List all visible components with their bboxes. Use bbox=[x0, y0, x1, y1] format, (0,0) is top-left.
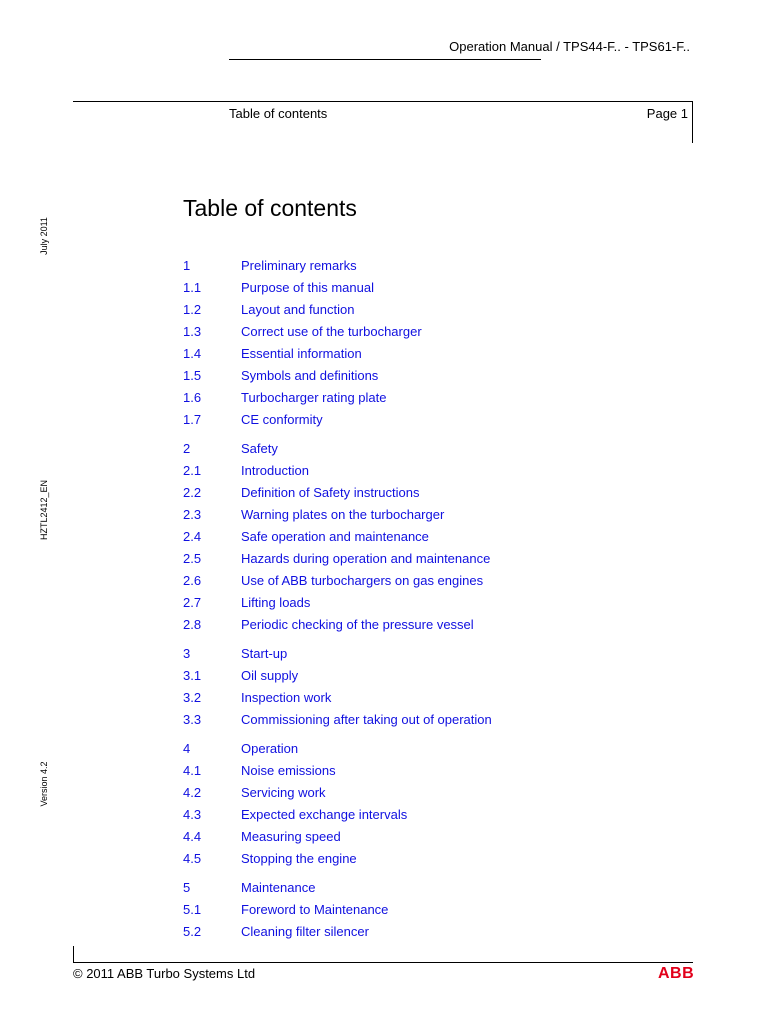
toc-section-link[interactable] bbox=[183, 803, 703, 825]
toc-section-link[interactable] bbox=[183, 547, 703, 569]
toc-section-link[interactable] bbox=[183, 781, 703, 803]
toc-section-link[interactable] bbox=[183, 825, 703, 847]
toc-entry-label: Essential information bbox=[241, 345, 362, 361]
side-date: July 2011 bbox=[39, 217, 49, 255]
toc-entry-number: 2.2 bbox=[183, 484, 202, 500]
toc-section-link[interactable] bbox=[183, 342, 703, 364]
toc-chapter-link[interactable] bbox=[183, 437, 703, 459]
toc-entry-label: Symbols and definitions bbox=[241, 367, 379, 383]
toc-section-link[interactable] bbox=[183, 591, 703, 613]
toc-entry-label: Cleaning filter silencer bbox=[241, 923, 369, 939]
toc-entry-number: 2.7 bbox=[183, 594, 202, 610]
toc-entry-label: Safe operation and maintenance bbox=[241, 528, 429, 544]
page-heading: Table of contents bbox=[183, 195, 357, 221]
toc-section-link[interactable] bbox=[183, 847, 703, 869]
toc-entry-label: Operation bbox=[241, 740, 299, 756]
toc-section-link[interactable] bbox=[183, 298, 703, 320]
page-number: Page 1 bbox=[646, 106, 688, 121]
toc-section-link[interactable] bbox=[183, 664, 703, 686]
toc-entry-label: CE conformity bbox=[241, 411, 323, 427]
toc-entry-label: Use of ABB turbochargers on gas engines bbox=[241, 572, 484, 588]
toc-entry-number: 5.2 bbox=[183, 923, 202, 939]
toc-entry-number: 4.4 bbox=[183, 828, 202, 844]
toc-section-link[interactable] bbox=[183, 503, 703, 525]
toc-entry-label: Servicing work bbox=[241, 784, 326, 800]
toc-entry-number: 5.1 bbox=[183, 901, 202, 917]
section-name: Table of contents bbox=[229, 106, 328, 121]
toc-section-link[interactable] bbox=[183, 613, 703, 635]
footer-vertical-rule bbox=[73, 946, 74, 963]
toc-entry-label: Purpose of this manual bbox=[241, 279, 374, 295]
toc-entry-number: 4 bbox=[183, 740, 191, 756]
toc-entry-label: Stopping the engine bbox=[241, 850, 357, 866]
toc-section-link[interactable] bbox=[183, 459, 703, 481]
toc-chapter-link[interactable] bbox=[183, 642, 703, 664]
toc-entry-label: Periodic checking of the pressure vessel bbox=[241, 616, 474, 632]
toc-chapter-link[interactable] bbox=[183, 876, 703, 898]
toc-section-link[interactable] bbox=[183, 386, 703, 408]
toc-entry-label: Noise emissions bbox=[241, 762, 336, 778]
toc-section-link[interactable] bbox=[183, 481, 703, 503]
toc-entry-number: 2 bbox=[183, 440, 191, 456]
toc-entry-label: Hazards during operation and maintenance bbox=[241, 550, 491, 566]
side-document-id: HZTL2412_EN bbox=[39, 479, 49, 541]
toc-entry-label: Start-up bbox=[241, 645, 288, 661]
toc-entry-number: 1.6 bbox=[183, 389, 202, 405]
toc-entry-label: Measuring speed bbox=[241, 828, 341, 844]
toc-entry-number: 2.3 bbox=[183, 506, 202, 522]
toc-section-link[interactable] bbox=[183, 320, 703, 342]
toc-section-link[interactable] bbox=[183, 276, 703, 298]
toc-entry-label: Oil supply bbox=[241, 667, 299, 683]
toc-entry-number: 1.4 bbox=[183, 345, 202, 361]
toc-section-link[interactable] bbox=[183, 569, 703, 591]
toc-entry-label: Safety bbox=[241, 440, 278, 456]
toc-entry-number: 2.6 bbox=[183, 572, 202, 588]
side-version: Version 4.2 bbox=[39, 761, 49, 807]
toc-entry-number: 5 bbox=[183, 879, 191, 895]
toc-section-link[interactable] bbox=[183, 686, 703, 708]
title-underline bbox=[229, 59, 541, 60]
toc-entry-label: Warning plates on the turbocharger bbox=[241, 506, 445, 522]
toc-entry-number: 3 bbox=[183, 645, 191, 661]
header-vertical-rule bbox=[692, 101, 693, 143]
footer-rule bbox=[73, 962, 693, 963]
toc-entry-number: 4.1 bbox=[183, 762, 202, 778]
toc-entry-number: 4.5 bbox=[183, 850, 202, 866]
toc-section-link[interactable] bbox=[183, 708, 703, 730]
toc-entry-number: 2.5 bbox=[183, 550, 202, 566]
toc-section-link[interactable] bbox=[183, 364, 703, 386]
toc-entry-label: Lifting loads bbox=[241, 594, 311, 610]
table-of-contents bbox=[183, 254, 703, 942]
toc-section-link[interactable] bbox=[183, 898, 703, 920]
toc-entry-label: Foreword to Maintenance bbox=[241, 901, 389, 917]
toc-entry-label: Commissioning after taking out of operation bbox=[241, 711, 492, 727]
toc-section-link[interactable] bbox=[183, 408, 703, 430]
toc-chapter-link[interactable] bbox=[183, 254, 703, 276]
toc-entry-label: Expected exchange intervals bbox=[241, 806, 408, 822]
toc-section-link[interactable] bbox=[183, 920, 703, 942]
toc-entry-number: 4.2 bbox=[183, 784, 202, 800]
toc-entry-number: 2.4 bbox=[183, 528, 202, 544]
toc-entry-label: Definition of Safety instructions bbox=[241, 484, 420, 500]
toc-entry-number: 1.2 bbox=[183, 301, 202, 317]
copyright-text: © 2011 ABB Turbo Systems Ltd bbox=[73, 966, 256, 981]
toc-entry-number: 1.7 bbox=[183, 411, 202, 427]
toc-entry-label: Correct use of the turbocharger bbox=[241, 323, 422, 339]
toc-section-link[interactable] bbox=[183, 525, 703, 547]
toc-entry-number: 4.3 bbox=[183, 806, 202, 822]
toc-entry-number: 1.5 bbox=[183, 367, 202, 383]
toc-entry-label: Maintenance bbox=[241, 879, 316, 895]
toc-entry-label: Introduction bbox=[241, 462, 309, 478]
toc-entry-number: 1 bbox=[183, 257, 191, 273]
toc-entry-number: 3.3 bbox=[183, 711, 202, 727]
toc-chapter-link[interactable] bbox=[183, 737, 703, 759]
toc-entry-number: 1.3 bbox=[183, 323, 202, 339]
toc-entry-label: Turbocharger rating plate bbox=[241, 389, 387, 405]
toc-entry-number: 3.2 bbox=[183, 689, 202, 705]
toc-entry-label: Preliminary remarks bbox=[241, 257, 357, 273]
toc-section-link[interactable] bbox=[183, 759, 703, 781]
toc-entry-label: Layout and function bbox=[241, 301, 355, 317]
document-title: Operation Manual / TPS44-F.. - TPS61-F.. bbox=[449, 39, 690, 54]
abb-logo: ABB bbox=[658, 965, 695, 982]
toc-entry-number: 2.8 bbox=[183, 616, 202, 632]
header-rule bbox=[73, 101, 693, 102]
toc-entry-number: 1.1 bbox=[183, 279, 202, 295]
toc-entry-label: Inspection work bbox=[241, 689, 332, 705]
toc-entry-number: 2.1 bbox=[183, 462, 202, 478]
toc-entry-number: 3.1 bbox=[183, 667, 202, 683]
